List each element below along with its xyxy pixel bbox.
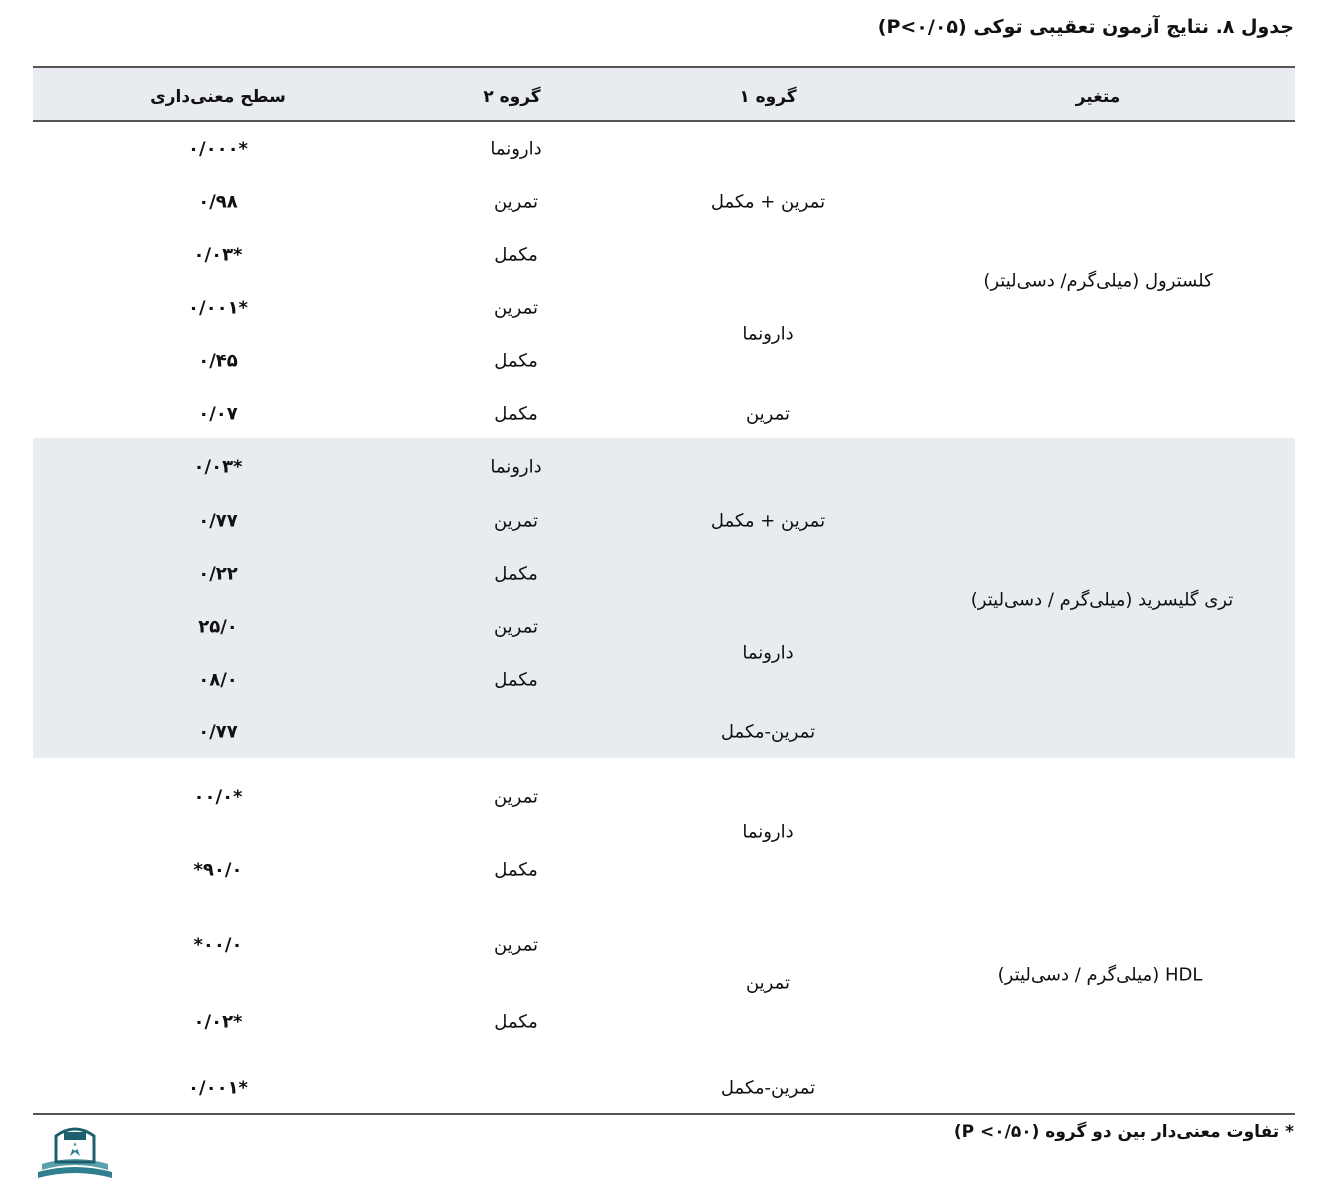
significance-cell: ۰۸/۰ [198,669,238,691]
group1-cell: تمرین-مکمل [720,721,816,743]
group2-cell: مکمل [494,1011,538,1033]
group2-cell: تمرین [493,510,539,532]
group2-cell: مکمل [494,403,538,425]
group1-cell: تمرین + مکمل [710,510,826,532]
group1-cell: تمرین [745,403,791,425]
group1-cell: دارونما [742,821,794,843]
significance-cell: ۰/۰۷ [198,403,238,425]
significance-cell: *۹۰/۰ [193,859,243,881]
group2-cell: تمرین [493,297,539,319]
group2-cell: مکمل [494,669,538,691]
group2-cell: تمرین [493,616,539,638]
significance-cell: ۰/۰۳* [193,244,243,266]
group2-cell: مکمل [494,563,538,585]
table-footnote: * تفاوت معنی‌دار بین دو گروه (P <۰/۵۰) [953,1122,1294,1142]
header-variable: متغیر [1075,87,1121,107]
group2-cell: مکمل [494,350,538,372]
header-group2: گروه ۲ [483,87,541,107]
significance-cell: ۰/۷۷ [198,510,238,532]
group1-cell: تمرین-مکمل [720,1077,816,1099]
group1-cell: تمرین [745,972,791,994]
group1-cell: دارونما [742,323,794,345]
bottom-rule [33,1113,1295,1115]
significance-cell: ۰/۷۷ [198,721,238,743]
table-caption: جدول ۸. نتایج آزمون تعقیبی توکی (P<۰/۰۵) [877,16,1294,38]
significance-cell: ۰/۰۰۰* [188,138,248,160]
variable-hdl: HDL (میلی‌گرم / دسی‌لیتر) [997,964,1203,986]
significance-cell: ۰/۰۲* [193,1011,243,1033]
significance-cell: ۲۵/۰ [198,616,238,638]
group2-cell: مکمل [494,244,538,266]
group1-cell: دارونما [742,642,794,664]
significance-cell: ۰۰/۰* [193,786,243,808]
group2-cell: تمرین [493,786,539,808]
group1-cell: تمرین + مکمل [710,191,826,213]
group2-cell: تمرین [493,191,539,213]
significance-cell: ۰/۲۲ [198,563,238,585]
variable-cholesterol: کلسترول (میلی‌گرم/ دسی‌لیتر) [983,270,1213,292]
significance-cell: *۰۰/۰ [193,934,243,956]
group2-cell: دارونما [490,456,542,478]
header-group1: گروه ۱ [739,87,797,107]
group2-cell: مکمل [494,859,538,881]
significance-cell: ۰/۹۸ [198,191,238,213]
significance-cell: ۰/۴۵ [198,350,238,372]
group2-cell: تمرین [493,934,539,956]
header-rule [33,120,1295,122]
significance-cell: ۰/۰۳* [193,456,243,478]
significance-cell: ۰/۰۰۱* [188,297,248,319]
variable-triglyceride: تری گلیسرید (میلی‌گرم / دسی‌لیتر) [970,589,1234,611]
group2-cell: دارونما [490,138,542,160]
significance-cell: ۰/۰۰۱* [188,1077,248,1099]
journal-logo-icon [34,1118,116,1194]
header-significance: سطح معنی‌داری [150,87,286,107]
